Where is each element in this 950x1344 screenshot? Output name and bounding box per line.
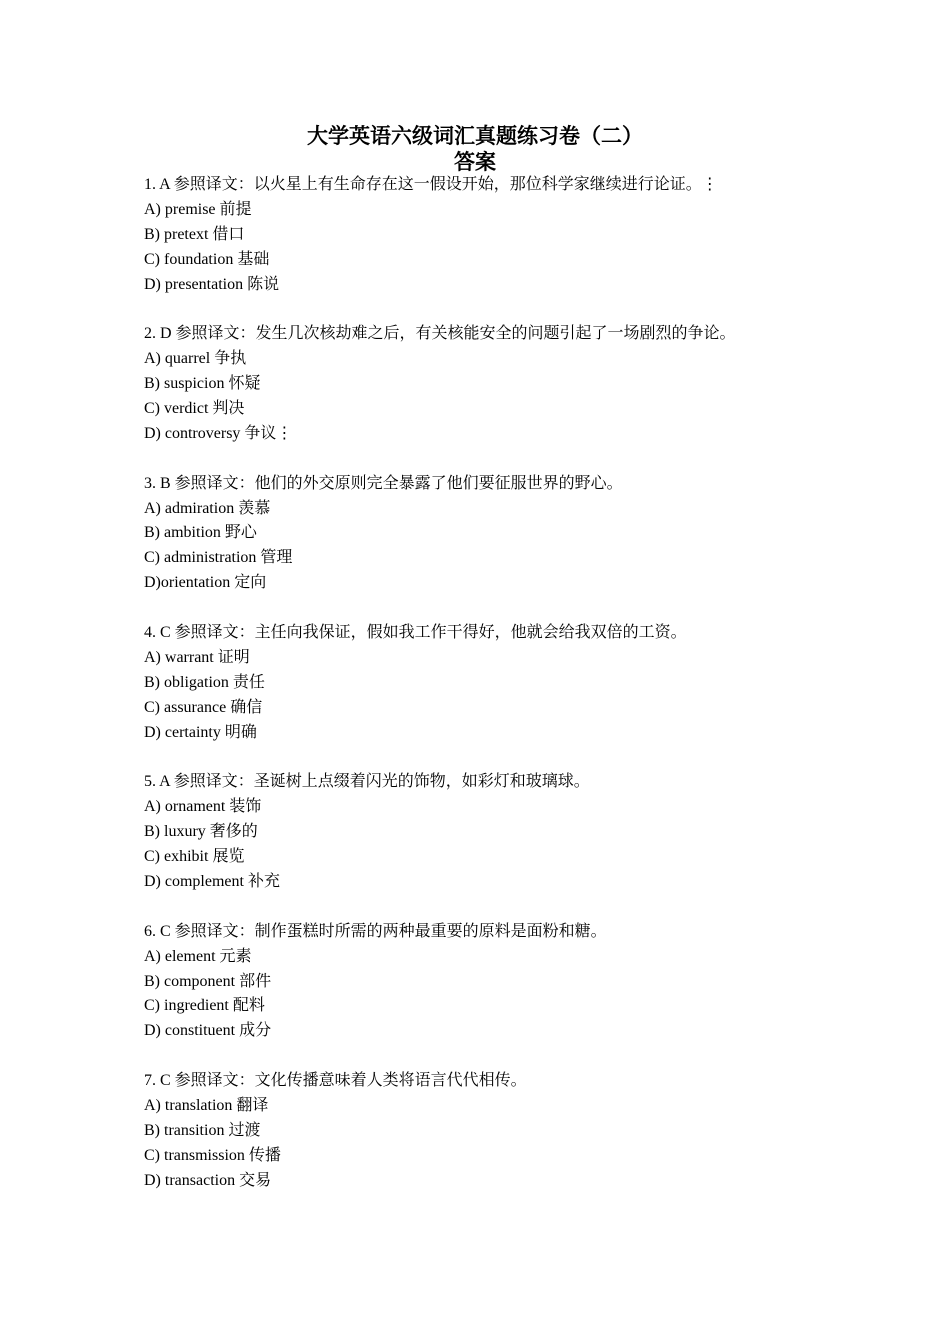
question-stem: 2. D 参照译文：发生几次核劫难之后，有关核能安全的问题引起了一场剧烈的争论。 xyxy=(144,325,736,343)
answer-option: B) pretext 借口 xyxy=(144,225,245,243)
answer-option: C) ingredient 配料 xyxy=(144,997,265,1015)
question-block xyxy=(144,173,844,297)
answer-option: D) certainty 明确 xyxy=(144,723,257,741)
question-stem: 7. C 参照译文：文化传播意味着人类将语言代代相传。 xyxy=(144,1072,527,1090)
question-block xyxy=(144,322,844,446)
answer-option: C) exhibit 展览 xyxy=(144,848,245,866)
question-stem: 6. C 参照译文：制作蛋糕时所需的两种最重要的原料是面粉和糖。 xyxy=(144,922,607,940)
blank-line xyxy=(144,745,844,770)
answer-option: B) luxury 奢侈的 xyxy=(144,823,258,841)
question-block xyxy=(144,1069,844,1193)
answer-option: A) translation 翻译 xyxy=(144,1096,269,1114)
answer-option: D) controversy 争议⋮ xyxy=(144,424,293,442)
answer-option: A) premise 前提 xyxy=(144,200,252,218)
answer-option: D) presentation 陈说 xyxy=(144,275,280,293)
question-block xyxy=(144,621,844,745)
answer-option: B) transition 过渡 xyxy=(144,1121,261,1139)
answer-option: A) element 元素 xyxy=(144,947,252,965)
question-stem: 1. A 参照译文：以火星上有生命存在这一假设开始，那位科学家继续进行论证。⋮ xyxy=(144,176,718,193)
answer-option: A) ornament 装饰 xyxy=(144,798,262,816)
question-block xyxy=(144,920,844,1044)
answer-option: C) verdict 判决 xyxy=(144,400,245,418)
question-stem: 4. C 参照译文：主任向我保证，假如我工作干得好，他就会给我双倍的工资。 xyxy=(144,624,687,642)
answer-option: A) admiration 羡慕 xyxy=(144,499,271,517)
question-block xyxy=(144,472,844,596)
answer-option: B) obligation 责任 xyxy=(144,673,265,691)
answer-list xyxy=(144,173,844,1194)
blank-line xyxy=(144,297,844,322)
answer-option: D) complement 补充 xyxy=(144,872,280,890)
blank-line xyxy=(144,895,844,920)
question-stem: 5. A 参照译文：圣诞树上点缀着闪光的饰物，如彩灯和玻璃球。 xyxy=(144,773,590,791)
answer-option: D) transaction 交易 xyxy=(144,1171,272,1189)
answer-option: B) suspicion 怀疑 xyxy=(144,375,261,393)
answer-option: B) ambition 野心 xyxy=(144,524,257,542)
answer-option: B) component 部件 xyxy=(144,972,272,990)
document-subtitle: 答案 xyxy=(454,150,496,174)
answer-option: D)orientation 定向 xyxy=(144,574,267,592)
question-block xyxy=(144,770,844,894)
answer-option: C) transmission 传播 xyxy=(144,1146,281,1164)
answer-option: D) constituent 成分 xyxy=(144,1022,272,1040)
answer-option: C) foundation 基础 xyxy=(144,250,270,268)
blank-line xyxy=(144,1044,844,1069)
answer-option: C) administration 管理 xyxy=(144,549,293,567)
answer-option: A) quarrel 争执 xyxy=(144,350,247,368)
answer-option: C) assurance 确信 xyxy=(144,698,263,716)
document-title: 大学英语六级词汇真题练习卷（二） xyxy=(307,124,643,148)
blank-line xyxy=(144,596,844,621)
blank-line xyxy=(144,447,844,472)
answer-option: A) warrant 证明 xyxy=(144,648,250,666)
question-stem: 3. B 参照译文：他们的外交原则完全暴露了他们要征服世界的野心。 xyxy=(144,474,623,492)
